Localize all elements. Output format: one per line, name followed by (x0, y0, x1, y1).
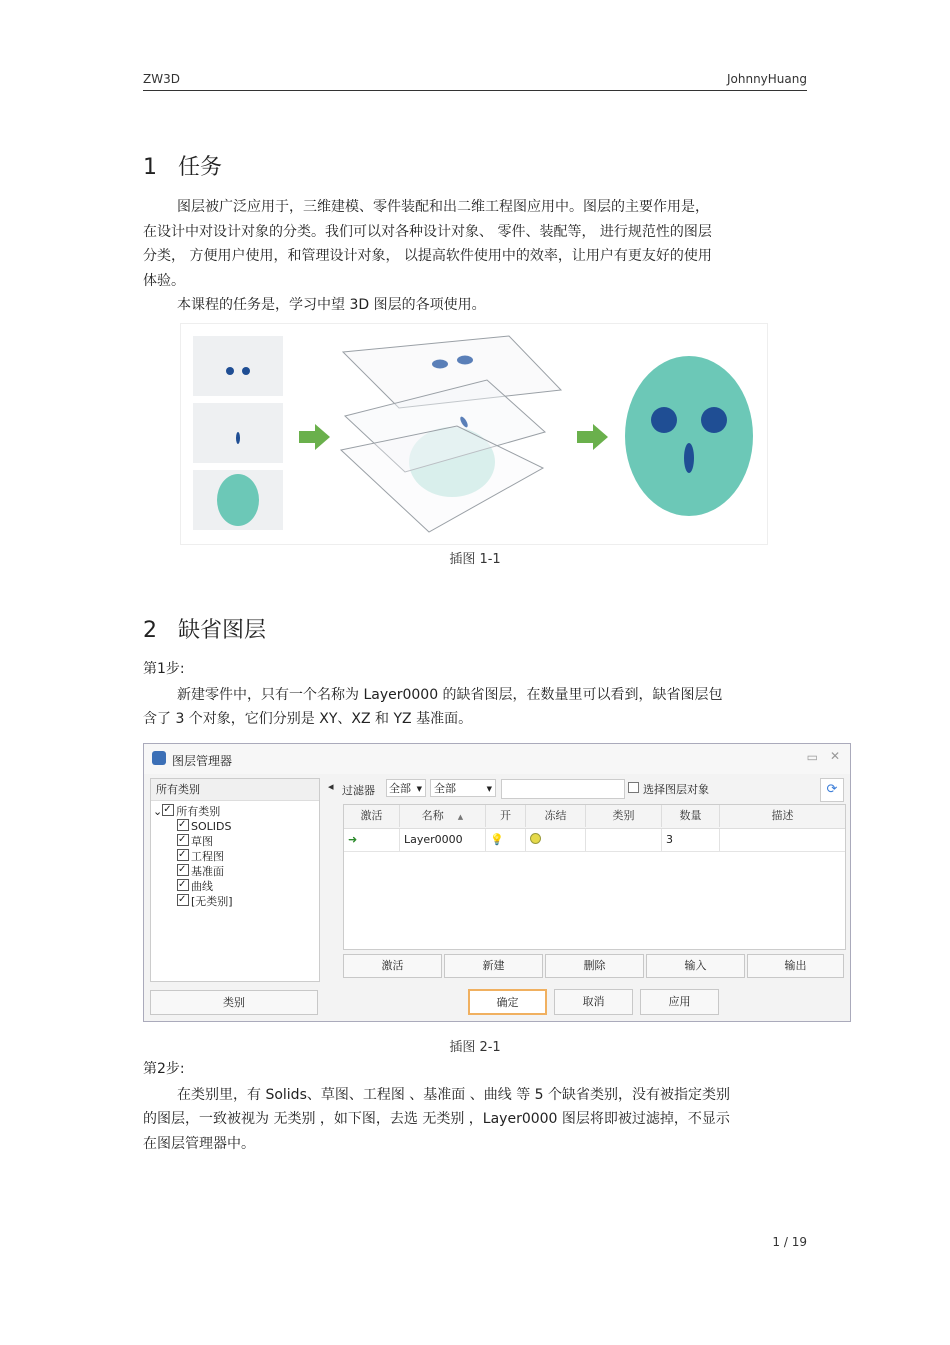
checkbox[interactable] (177, 879, 189, 891)
section1-para1 (143, 195, 807, 318)
tile-nose (193, 403, 283, 463)
para-line: 新建零件中，只有一个名称为 Layer0000 的缺省图层，在数量里可以看到，缺省图层包 (177, 686, 723, 703)
section1-heading (143, 150, 222, 181)
arrow-icon (297, 422, 333, 452)
pin-icon[interactable]: ▭ (806, 750, 818, 764)
section2-heading (143, 613, 266, 644)
layer-manager-dialog (143, 743, 851, 1022)
para-line: 在类别里，有 Solids、草图、工程图 、基准面 、曲线 等 5 个缺省类别，没有被指定类别 (177, 1086, 731, 1103)
tree-item-curve[interactable]: ✓曲线 (177, 879, 213, 894)
tree-item-uncategorized[interactable]: ✓[无类别] (177, 894, 233, 909)
layer-table (343, 804, 846, 950)
para-line: 体验。 (143, 272, 185, 289)
tree-item-sketch[interactable]: ✓草图 (177, 834, 213, 849)
filter-input[interactable] (501, 779, 625, 799)
step2-block (143, 1057, 807, 1156)
close-icon[interactable]: ✕ (829, 749, 840, 763)
tree-item-solids[interactable]: ✓SOLIDS (177, 819, 231, 834)
checkbox[interactable] (177, 819, 189, 831)
checkbox[interactable] (162, 804, 174, 816)
checkbox[interactable] (177, 894, 189, 906)
filter-label: 过滤器 (342, 784, 375, 797)
layer-stack-illustration (339, 332, 569, 538)
header-right: JohnnyHuang (726, 72, 807, 86)
section2-title: 缺省图层 (178, 618, 267, 643)
export-button[interactable]: 输出 (747, 954, 844, 978)
category-panel (150, 778, 320, 982)
active-arrow-icon[interactable]: ➜ (344, 829, 400, 851)
para-line: 含了 3 个对象，它们分别是 XY、XZ 和 YZ 基准面。 (143, 711, 473, 727)
para-line: 在图层管理器中。 (143, 1135, 255, 1152)
tree-item-all[interactable]: ⌄✓ 所有类别 (153, 804, 220, 819)
para-line: 在设计中对设计对象的分类。我们可以对各种设计对象、 零件、装配等， 进行规范性的图层 (143, 223, 712, 240)
row-category[interactable] (586, 829, 662, 851)
activate-button[interactable]: 激活 (343, 954, 442, 978)
new-button[interactable]: 新建 (444, 954, 543, 978)
checkbox[interactable] (177, 834, 189, 846)
tree-item-datum[interactable]: ✓基准面 (177, 864, 224, 879)
section1-para2: 本课程的任务是，学习中望 3D 图层的各项使用。 (177, 297, 486, 313)
tile-face (193, 470, 283, 530)
chevron-down-icon: ▼ (486, 785, 492, 793)
col-category[interactable]: 类别 (586, 805, 662, 827)
tile-eyes (193, 336, 283, 396)
para-line: 的图层，一致被视为 无类别 ，如下图，去选 无类别 ，Layer0000 图层将即被过滤掉，不显示 (143, 1111, 730, 1127)
header-rule (143, 90, 807, 91)
step1-label: 第1步: (143, 661, 185, 677)
cancel-button[interactable]: 取消 (554, 989, 633, 1015)
dialog-title: 图层管理器 (172, 754, 233, 768)
checkbox[interactable] (177, 849, 189, 861)
lightbulb-icon[interactable]: 💡 (486, 829, 526, 851)
checkbox[interactable] (177, 864, 189, 876)
col-on[interactable]: 开 (486, 805, 526, 827)
figure-1-1 (180, 323, 768, 545)
category-button[interactable]: 类别 (150, 990, 318, 1015)
figure-2-1-caption: 插图 2-1 (449, 1040, 501, 1055)
para-line: 分类， 方便用户使用，和管理设计对象， 以提高软件使用中的效率，让用户有更友好的使用 (143, 248, 712, 264)
collapse-left-icon[interactable]: ◂ (328, 780, 334, 793)
col-description[interactable]: 描述 (771, 809, 794, 822)
col-active[interactable]: 激活 (344, 805, 400, 827)
ok-button[interactable]: 确定 (468, 989, 547, 1015)
para-line: 图层被广泛应用于，三维建模、零件装配和出二维工程图应用中。图层的主要作用是， (177, 199, 709, 215)
row-description[interactable] (720, 829, 845, 851)
row-count[interactable]: 3 (662, 829, 720, 851)
col-freeze[interactable]: 冻结 (526, 805, 586, 827)
category-header: 所有类别 (151, 779, 319, 801)
select-layer-objects-option[interactable]: 选择图层对象 (628, 781, 709, 797)
section1-title: 任务 (178, 155, 223, 180)
chevron-down-icon[interactable]: ⌄ (153, 805, 163, 818)
refresh-icon[interactable]: ⟳ (820, 778, 844, 802)
dialog-titlebar (144, 744, 850, 774)
import-button[interactable]: 输入 (646, 954, 745, 978)
filter-select-1[interactable]: 全部 ▼ (386, 779, 426, 797)
app-icon (152, 751, 166, 765)
header-left: ZW3D (143, 72, 180, 86)
delete-button[interactable]: 删除 (545, 954, 644, 978)
section1-number: 1 (143, 155, 157, 180)
step1-block (143, 657, 807, 732)
chevron-down-icon: ▼ (416, 785, 422, 793)
page-number: 1 / 19 (772, 1235, 807, 1249)
figure-1-1-caption: 插图 1-1 (449, 552, 501, 567)
step2-label: 第2步: (143, 1061, 185, 1077)
filter-select-2[interactable]: 全部 ▼ (430, 779, 496, 797)
checkbox[interactable] (628, 782, 639, 793)
section2-number: 2 (143, 618, 157, 643)
row-name[interactable]: Layer0000 (400, 829, 486, 851)
face-result (621, 350, 757, 520)
sort-up-icon: ▲ (457, 813, 464, 821)
arrow-icon (575, 422, 611, 452)
tree-item-drawing[interactable]: ✓工程图 (177, 849, 224, 864)
col-name[interactable]: 名称 ▲ (400, 805, 486, 827)
apply-button[interactable]: 应用 (640, 989, 719, 1015)
col-count[interactable]: 数量 (662, 805, 720, 827)
freeze-icon[interactable] (526, 829, 586, 851)
